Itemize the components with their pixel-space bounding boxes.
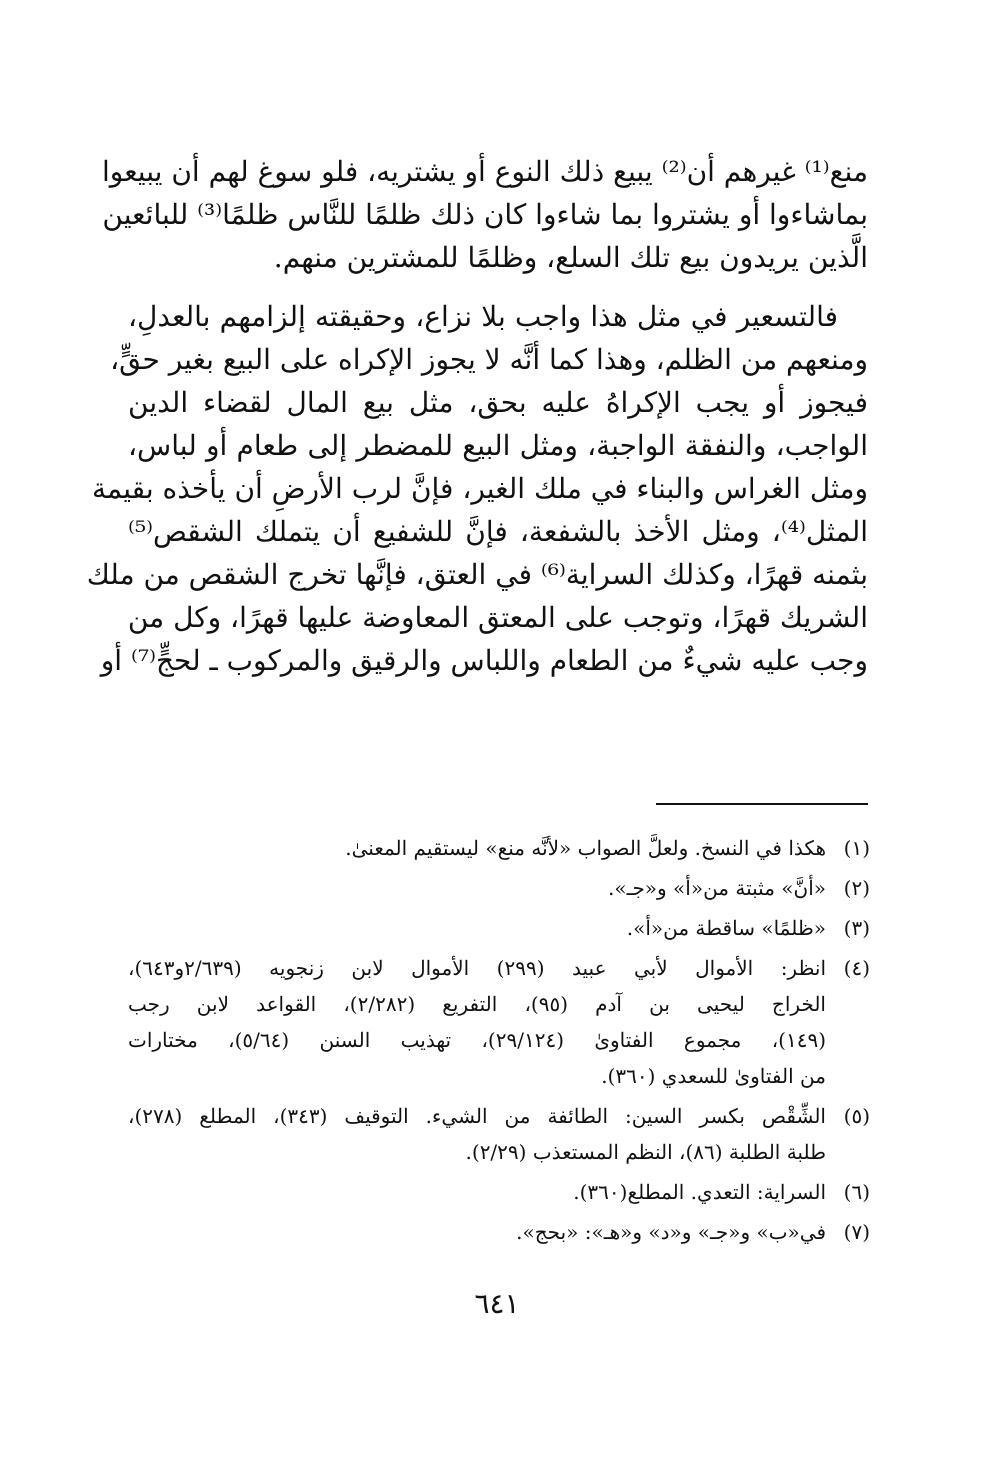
footnote-body [128,870,826,906]
footnote-number: (٤) [843,956,870,980]
footnote-body [128,1174,826,1210]
text-line: الَّذين يريدون بيع تلك السلع، وظلمًا للمشترين منهم. [273,241,868,274]
footnote-line: انظر: الأموال لأبي عبيد (٢٩٩) الأموال لابن زنجويه (٢/٦٣٩و٦٤٣)، [128,956,826,980]
footnote-line: طلبة الطلبة (٨٦)، النظم المستعذب (٢/٢٩). [465,1140,826,1164]
footnote-line: السراية: التعدي. المطلع(٣٦٠). [573,1180,826,1204]
footnote-body [128,830,826,866]
footnote-number: (٢) [843,876,870,900]
footnote [128,1174,870,1210]
footnote-line: (١٤٩)، مجموع الفتاوىٰ (٢٩/١٢٤)، تهذيب السنن (٥/٦٤)، مختارات [128,1028,827,1052]
footnote [128,870,870,906]
paragraph [86,295,868,682]
text-line: ومثل الغراس والبناء في ملك الغير، فإنَّ لرب الأرضِ أن يأخذه بقيمة [92,472,868,505]
footnote [128,910,870,946]
text-line: ومنعهم من الظلم، وهذا كما أنَّه لا يجوز الإكراه على البيع بغير حقٍّ، [110,343,868,376]
footnote-number: (٦) [843,1180,870,1204]
footnote-body [128,950,826,1094]
footnote [128,1098,870,1170]
page-number: ٦٤١ [474,1287,520,1320]
footnote [128,830,870,866]
footnote-body [128,1214,826,1250]
footnote-number: (٥) [843,1104,870,1128]
footnote-line: في«ب» و«جـ» و«د» و«هـ»: «بحج». [516,1220,826,1244]
footnote-number: (٣) [843,916,870,940]
text-line: الشريك قهرًا، وتوجب على المعتق المعاوضة عليها قهرًا، وكل من [127,601,868,634]
footnote-line: هكذا في النسخ. ولعلَّ الصواب «لأنَّه منع» ليستقيم المعنىٰ. [345,836,826,860]
text-line: الواجب، والنفقة الواجبة، ومثل البيع للمضطر إلى طعام أو لباس، [128,429,868,462]
text-line: فيجوز أو يجب الإكراهُ عليه بحق، مثل بيع المال لقضاء الدين [128,386,868,419]
footnote-line: الشِّقْص بكسر السين: الطائفة من الشيء. التوقيف (٣٤٣)، المطلع (٢٧٨)، [128,1104,826,1128]
text-line: بثمنه قهرًا، وكذلك السراية⁽⁶⁾ في العتق، فإنَّها تخرج الشقص من ملك [86,558,868,591]
main-text [86,150,868,682]
text-line: وجب عليه شيءٌ من الطعام واللباس والرقيق والمركوب ـ لحجٍّ⁽⁷⁾ أو [100,644,868,677]
text-line: منع⁽¹⁾ غيرهم أن⁽²⁾ يبيع ذلك النوع أو يشتريه، فلو سوغ لهم أن يبيعوا [102,155,868,188]
footnote-number: (١) [843,836,870,860]
text-line: بماشاءوا أو يشتروا بما شاءوا كان ذلك ظلمًا للنَّاس ظلمًا⁽³⁾ للبائعين [102,198,868,231]
footnote-body [128,910,826,946]
footnote-line: من الفتاوىٰ للسعدي (٣٦٠). [601,1064,826,1088]
footnote [128,1214,870,1250]
footnote-number: (٧) [843,1220,870,1244]
footnote-separator [656,803,868,805]
footnote-line: الخراج ليحيى بن آدم (٩٥)، التفريع (٢/٢٨٢)، القواعد لابن رجب [128,992,826,1016]
footnote-line: «ظلمًا» ساقطة من«أ». [626,916,826,940]
footnote [128,950,870,1094]
footnote-body [128,1098,826,1170]
footnote-line: «أنَّ» مثبتة من«أ» و«جـ». [607,876,826,900]
paragraph-gap [128,279,868,295]
text-line: المثل⁽⁴⁾، ومثل الأخذ بالشفعة، فإنَّ للشفيع أن يتملك الشقص⁽⁵⁾ [128,515,868,548]
text-line: فالتسعير في مثل هذا واجب بلا نزاع، وحقيقته إلزامهم بالعدلِ، [128,300,838,333]
paragraph [102,150,868,279]
footnotes [128,830,870,1254]
